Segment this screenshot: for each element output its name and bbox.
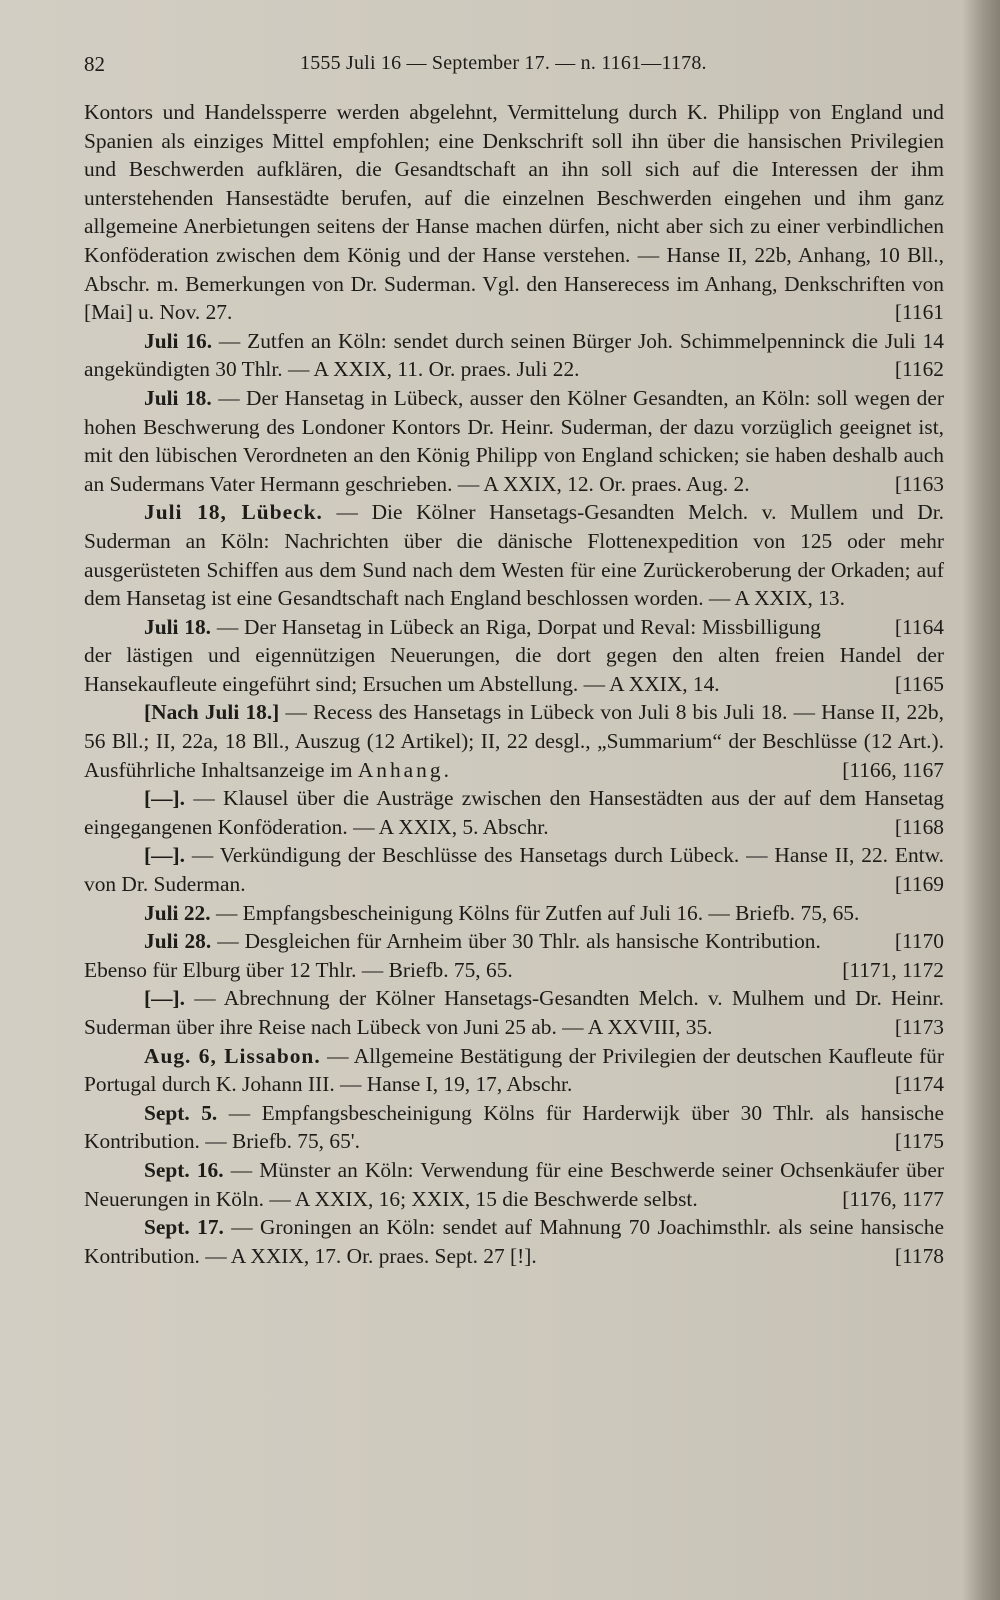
- entry-1163: [84, 384, 944, 498]
- entry-text: — Klausel über die Austräge zwischen den Hansestädten aus der auf dem Hansetag eingegangenen Konföderation. — A XXIX, 5. Abschr.: [84, 786, 944, 839]
- entry-1173: [84, 984, 944, 1041]
- entry-text: — Abrechnung der Kölner Hansetags-Gesandten Melch. v. Mulhem und Dr. Heinr. Suderman über ihre Reise nach Lübeck von Juni 25 ab. — A XXVIII, 35.: [84, 986, 944, 1039]
- entry-text: — Der Hansetag in Lübeck, ausser den Kölner Gesandten, an Köln: soll wegen der hohen Beschwerung des Londoner Kontors Dr. Heinr. Suderman, der dazu vorzüglich geeignet ist, mit den lübischen Verordneten an den König Philipp von England schicken; sie haben deshalb auch an Sudermans Vater Hermann geschrieben. — A XXIX, 12. Or. praes. Aug. 2.: [84, 385, 944, 496]
- entry-date: Juli 22.: [144, 900, 211, 925]
- entry-text: — Desgleichen für Arnheim über 30 Thlr. als hansische Kontribution. Ebenso für Elburg über 12 Thlr. — Briefb. 75, 65.: [84, 929, 821, 982]
- entry-1168: [84, 784, 944, 841]
- entry-text: — Groningen an Köln: sendet auf Mahnung 70 Joachimsthlr. als seine hansische Kontribution. — A XXIX, 17. Or. praes. Sept. 27 [!].: [84, 1215, 944, 1268]
- entry-text: — Zutfen an Köln: sendet durch seinen Bürger Joh. Schimmelpenninck die Juli 14 angekündigten 30 Thlr. — A XXIX, 11. Or. praes. Juli 22.: [84, 328, 944, 382]
- entry-number: [1163: [894, 471, 944, 496]
- entry-text: — Verkündigung der Beschlüsse des Hansetags durch Lübeck. — Hanse II, 22. Entw. von Dr. Suderman.: [84, 843, 944, 897]
- entry-date: [—].: [144, 786, 185, 811]
- entry-number: [1175: [894, 1129, 944, 1154]
- entry-number: [1174: [894, 1072, 944, 1097]
- running-head: 1555 Juli 16 — September 17. — n. 1161—1178.: [300, 52, 707, 74]
- entry-1174: [84, 1042, 944, 1099]
- entry-date: Juli 18, Lübeck.: [144, 500, 323, 525]
- entry-date: Sept. 5.: [144, 1100, 218, 1125]
- entry-date: Aug. 6, Lissabon.: [144, 1043, 321, 1068]
- entry-date: Juli 16.: [144, 328, 213, 353]
- entry-number: [1170: [894, 929, 944, 954]
- entry-text: — Münster an Köln: Verwendung für eine Beschwerde seiner Ochsenkäufer über Neuerungen in Köln. — A XXIX, 16; XXIX, 15 die Beschwerde selbst.: [84, 1157, 944, 1211]
- entry-number: [1164: [894, 614, 944, 639]
- entry-1178: [84, 1213, 944, 1270]
- entry-date: [Nach Juli 18.]: [144, 700, 280, 725]
- page-body: [84, 98, 944, 1270]
- entry-date: [—].: [144, 843, 185, 868]
- entry-text: — Der Hansetag in Lübeck an Riga, Dorpat und Reval: Missbilligung der lästigen und eigennützigen Neuerungen, die dort gegen den alten freien Handel der Hansekaufleute eingeführt sind; Ersuchen um Abstellung. — A XXIX, 14.: [84, 614, 944, 696]
- entry-number: [1176, 1177: [842, 1186, 944, 1211]
- entry-1176: [84, 1156, 944, 1213]
- entry-1171: [84, 927, 944, 984]
- entry-date: Sept. 17.: [144, 1215, 224, 1240]
- entry-number: [1169: [894, 872, 944, 897]
- entry-date: Juli 18.: [144, 385, 212, 410]
- entry-1175: [84, 1099, 944, 1156]
- entry-text: — Empfangsbescheinigung Kölns für Harderwijk über 30 Thlr. als hansische Kontribution. — Briefb. 75, 65'.: [84, 1100, 944, 1154]
- entry-spaced-word: Anhang.: [357, 757, 452, 782]
- entry-date: Sept. 16.: [144, 1157, 224, 1182]
- entry-number: [1166, 1167: [842, 757, 944, 782]
- entry-number: [1171, 1172: [842, 957, 944, 982]
- entry-number: [1173: [894, 1015, 944, 1039]
- entry-1165: [84, 613, 944, 699]
- entry-text: — Empfangsbescheinigung Kölns für Zutfen auf Juli 16. — Briefb. 75, 65.: [215, 900, 860, 925]
- page-number: 82: [84, 52, 105, 76]
- entry-number: [1162: [894, 357, 944, 382]
- entry-number: [1161: [894, 300, 944, 325]
- entry-text: — Recess des Hansetags in Lübeck von Juli 8 bis Juli 18. — Hanse II, 22b, 56 Bll.; II, 22a, 18 Bll., Auszug (12 Artikel); II, 22 desgl., „Summarium“ der Beschlüsse (12 Art.). Ausführliche Inhaltsanzeige im: [84, 700, 944, 782]
- page-edge-shadow: [962, 0, 1000, 1600]
- entry-text: Kontors und Handelssperre werden abgelehnt, Vermittelung durch K. Philipp von England und Spanien als einziges Mittel empfohlen; eine Denkschrift soll ihn über die hansischen Privilegien und Beschwerden aufklären, die Gesandtschaft an ihn soll sich auf die Interessen der ihm unterstehenden Hansestädte berufen, auf die einzelnen Beschwerden eingehen und ihm ganz allgemeine Anerbietungen seitens der Hanse machen dürfen, nicht aber sich zu einer verbindlichen Konföderation zwischen dem König und der Hanse verstehen. — Hanse II, 22b, Anhang, 10 Bll., Abschr. m. Bemerkungen von Dr. Suderman. Vgl. den Hanserecess im Anhang, Denkschriften von [Mai] u. Nov. 27.: [84, 100, 944, 325]
- entry-1169: [84, 841, 944, 898]
- entry-text: — Die Kölner Hansetags-Gesandten Melch. v. Mullem und Dr. Suderman an Köln: Nachrichten über die dänische Flottenexpedition von 125 oder mehr ausgerüsteten Schiffen aus dem Sund nach dem Westen für eine Zurückeroberung der Orkaden; auf dem Hansetag ist eine Gesandtschaft nach England beschlossen worden. — A XXIX, 13.: [84, 500, 944, 611]
- entry-number: [1178: [894, 1243, 944, 1268]
- entry-number: [1165: [894, 671, 944, 696]
- entry-date: Juli 18.: [144, 614, 212, 639]
- entry-1164: [84, 498, 944, 639]
- page-header: [84, 52, 944, 82]
- entry-1166: [84, 698, 944, 784]
- entry-1161: [84, 98, 944, 327]
- entry-number: [1168: [894, 814, 944, 839]
- entry-date: Juli 28.: [144, 929, 212, 954]
- entry-date: [—].: [144, 986, 185, 1011]
- entry-text: — Allgemeine Bestätigung der Privilegien der deutschen Kaufleute für Portugal durch K. Johann III. — Hanse I, 19, 17, Abschr.: [84, 1043, 944, 1097]
- entry-1162: [84, 327, 944, 384]
